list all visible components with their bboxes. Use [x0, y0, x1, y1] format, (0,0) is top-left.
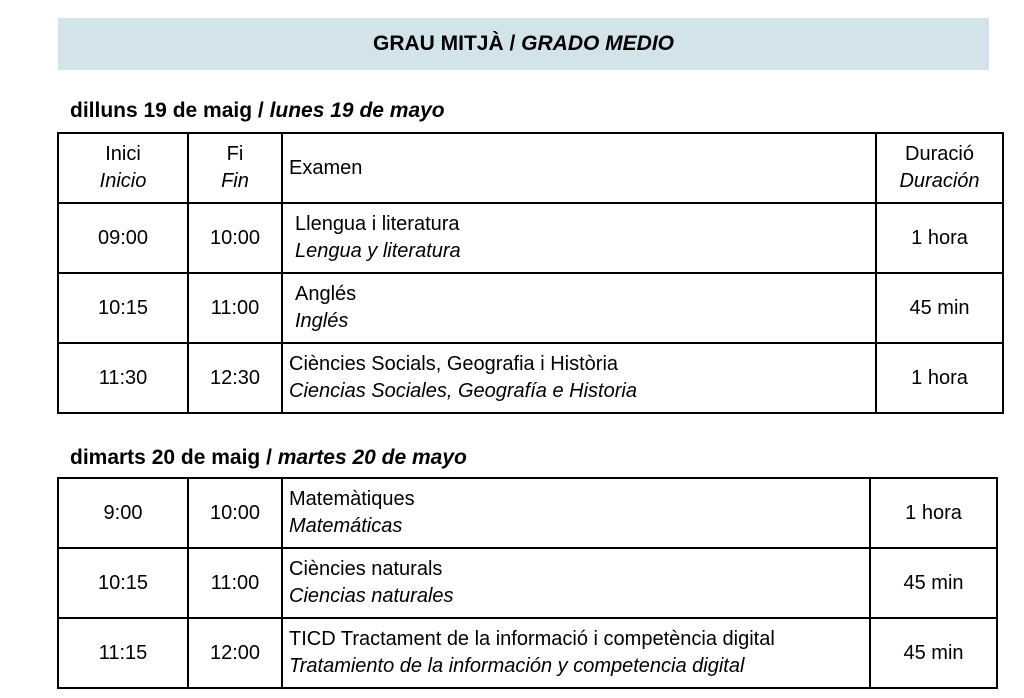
duration: 45 min: [870, 618, 997, 688]
table-row: [58, 203, 1003, 273]
exam-catalan: Ciències Socials, Geografia i Història: [289, 353, 619, 375]
exam-cell: [282, 478, 870, 548]
end-time: 11:00: [188, 273, 282, 343]
table-row: [58, 273, 1003, 343]
exam-catalan: Llengua i literatura: [295, 213, 460, 235]
exam-catalan: TICD Tractament de la informació i competència digital: [289, 628, 775, 650]
header-start-spanish: Inicio: [99, 170, 147, 192]
day2-schedule-table: [57, 477, 998, 689]
header-end: [188, 133, 282, 203]
exam-cell: [282, 273, 876, 343]
day1-heading: [70, 99, 445, 123]
header-start: [58, 133, 188, 203]
exam-cell: [282, 618, 870, 688]
exam-cell: [282, 343, 876, 413]
start-time: 10:15: [58, 273, 188, 343]
table-header-row: [58, 133, 1003, 203]
end-time: 12:00: [188, 618, 282, 688]
day2-heading-catalan: dimarts 20 de maig /: [70, 446, 278, 469]
end-time: 11:00: [188, 548, 282, 618]
start-time: 11:30: [58, 343, 188, 413]
start-time: 11:15: [58, 618, 188, 688]
duration: 45 min: [876, 273, 1003, 343]
exam-cell: [282, 203, 876, 273]
title-spanish: GRADO MEDIO: [521, 32, 675, 55]
exam-spanish: Inglés: [295, 310, 349, 332]
table-row: [58, 548, 997, 618]
end-time: 10:00: [188, 478, 282, 548]
exam-catalan: Matemàtiques: [289, 488, 415, 510]
header-start-catalan: Inici: [105, 143, 141, 165]
header-end-spanish: Fin: [221, 170, 249, 192]
start-time: 9:00: [58, 478, 188, 548]
day1-heading-catalan: dilluns 19 de maig /: [70, 99, 270, 122]
day2-heading: [70, 446, 467, 470]
duration: 1 hora: [870, 478, 997, 548]
table-row: [58, 343, 1003, 413]
exam-cell: [282, 548, 870, 618]
exam-spanish: Ciencias naturales: [289, 585, 454, 607]
exam-catalan: Anglés: [295, 283, 357, 305]
duration: 1 hora: [876, 343, 1003, 413]
page-title: [58, 18, 989, 70]
exam-catalan: Ciències naturals: [289, 558, 443, 580]
start-time: 09:00: [58, 203, 188, 273]
title-catalan: GRAU MITJÀ /: [372, 32, 516, 55]
day1-schedule-table: [57, 132, 1004, 414]
day1-heading-spanish: lunes 19 de mayo: [269, 99, 445, 122]
duration: 45 min: [870, 548, 997, 618]
header-duration-catalan: Duració: [905, 143, 974, 165]
duration: 1 hora: [876, 203, 1003, 273]
end-time: 12:30: [188, 343, 282, 413]
table-row: [58, 478, 997, 548]
header-duration-spanish: Duración: [899, 170, 980, 192]
exam-spanish: Ciencias Sociales, Geografía e Historia: [289, 380, 637, 402]
start-time: 10:15: [58, 548, 188, 618]
exam-spanish: Lengua y literatura: [295, 240, 461, 262]
day2-heading-spanish: martes 20 de mayo: [277, 446, 467, 469]
header-exam-label: Examen: [289, 156, 363, 179]
header-end-catalan: Fi: [226, 143, 244, 165]
exam-spanish: Matemáticas: [289, 515, 403, 537]
exam-spanish: Tratamiento de la información y competencia digital: [289, 655, 745, 677]
end-time: 10:00: [188, 203, 282, 273]
header-duration: [876, 133, 1003, 203]
header-exam: [282, 133, 876, 203]
table-row: [58, 618, 997, 688]
